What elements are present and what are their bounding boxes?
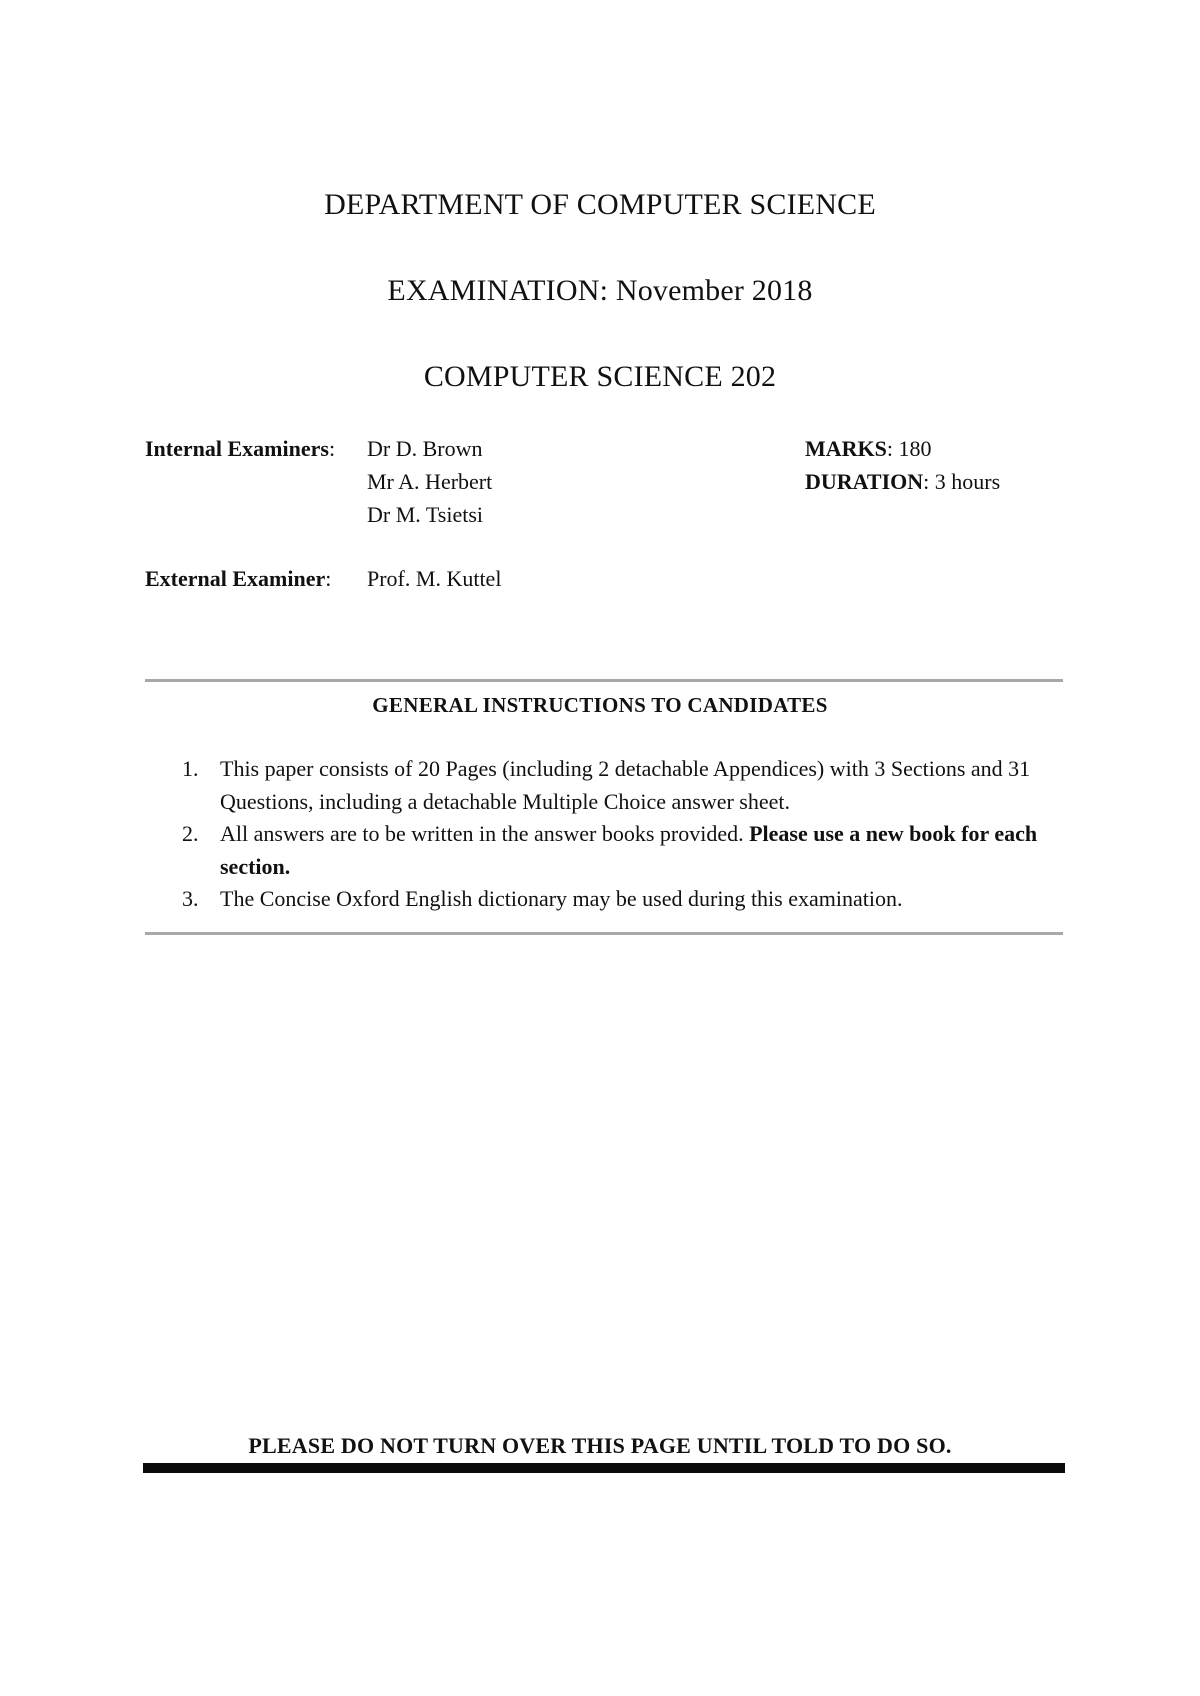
instruction-text: The Concise Oxford English dictionary may be used during this examination. (220, 886, 903, 911)
marks-label: MARKS (805, 436, 887, 461)
external-examiner-name: Prof. M. Kuttel (367, 566, 502, 591)
examination-date: EXAMINATION: November 2018 (387, 274, 813, 307)
instruction-text: This paper consists of 20 Pages (including 2 detachable Appendices) with 3 Sections and 31 Questions, including a detachable Multiple Choice answer sheet. (220, 756, 1031, 814)
instructions-top-rule (145, 679, 1063, 682)
external-examiner-label: External Examiner (145, 566, 326, 591)
instruction-bold-text: Please use a new book for each section. (220, 821, 1038, 879)
course-title: COMPUTER SCIENCE 202 (423, 360, 777, 393)
external-examiner-label-row: External Examiner: (145, 566, 332, 591)
instructions-list (178, 753, 1058, 916)
internal-examiner-name: Dr D. Brown (367, 436, 483, 461)
instruction-number: 2. (182, 821, 199, 846)
instruction-number: 1. (182, 756, 199, 781)
instruction-item (178, 818, 1058, 883)
internal-examiners-label-row: Internal Examiners: (145, 436, 336, 461)
marks-row: MARKS: 180 (805, 436, 932, 461)
instruction-item (178, 883, 1058, 916)
do-not-turn-over-notice: PLEASE DO NOT TURN OVER THIS PAGE UNTIL TOLD TO DO SO. (248, 1433, 952, 1458)
department-title: DEPARTMENT OF COMPUTER SCIENCE (324, 188, 876, 221)
duration-row: DURATION: 3 hours (805, 469, 1001, 494)
instructions-title: GENERAL INSTRUCTIONS TO CANDIDATES (372, 693, 828, 717)
footer-rule (143, 1463, 1065, 1473)
internal-examiner-name: Dr M. Tsietsi (367, 502, 484, 527)
internal-examiner-name: Mr A. Herbert (367, 469, 493, 494)
marks-value: 180 (898, 436, 932, 461)
internal-examiners-label: Internal Examiners (145, 436, 329, 461)
duration-label: DURATION (805, 469, 924, 494)
duration-value: 3 hours (934, 469, 1001, 494)
instruction-item (178, 753, 1058, 818)
instruction-number: 3. (182, 886, 199, 911)
instructions-bottom-rule (145, 932, 1063, 935)
instruction-text: All answers are to be written in the answer books provided. (220, 821, 744, 846)
